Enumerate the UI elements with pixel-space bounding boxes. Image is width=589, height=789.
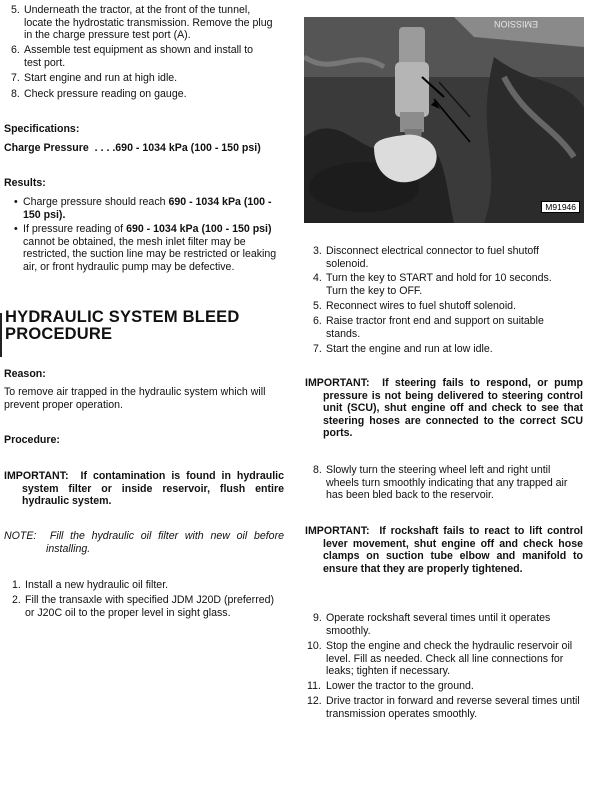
step-text: Disconnect electrical connector to fuel shutoff solenoid. bbox=[326, 245, 539, 270]
step-text: Stop the engine and check the hydraulic reservoir oil level. Fill as needed. Check all line connections for leaks; tighten if necessary. bbox=[326, 640, 573, 678]
important-note-contamination: IMPORTANT: If contamination is found in hydraulic system filter or inside reservoir, flush entire hydraulic system. bbox=[4, 470, 284, 508]
important-note-steering: IMPORTANT: If steering fails to respond, or pump pressure is not being delivered to steering control unit (SCU), shut engine off and check to see that steering hoses are connected to the correct SCU ports. bbox=[305, 377, 583, 440]
step-number: 2. bbox=[12, 594, 21, 606]
step-number: 6. bbox=[11, 44, 20, 56]
step-text: Underneath the tractor, at the front of the tunnel, locate the hydrostatic transmission. Remove the plug in the charge pressure test port (A). bbox=[24, 4, 273, 42]
step-number: 8. bbox=[11, 88, 20, 100]
step-text: Reconnect wires to fuel shutoff solenoid. bbox=[326, 300, 517, 312]
step-5-reconnect bbox=[313, 300, 575, 313]
step-number: 4. bbox=[313, 272, 322, 284]
section-title-line-1: HYDRAULIC SYSTEM BLEED bbox=[5, 308, 240, 326]
result-item: • Charge pressure should reach 690 - 1034 kPa (100 - 150 psi). bbox=[14, 196, 272, 221]
step-11 bbox=[307, 680, 581, 693]
step-1 bbox=[12, 579, 277, 592]
step-number: 8. bbox=[313, 464, 322, 476]
step-text: Raise tractor front end and support on suitable stands. bbox=[326, 315, 544, 340]
photo-illustration bbox=[304, 17, 584, 223]
fuel-shutoff-solenoid-photo bbox=[304, 17, 584, 223]
step-6 bbox=[11, 44, 273, 69]
step-12 bbox=[307, 695, 581, 720]
step-text: Install a new hydraulic oil filter. bbox=[25, 579, 169, 591]
step-text: Lower the tractor to the ground. bbox=[326, 680, 474, 692]
charge-pressure-spec: Charge Pressure . . . .690 - 1034 kPa (100 - 150 psi) bbox=[4, 142, 261, 154]
note-oil-filter: NOTE: Fill the hydraulic oil filter with new oil before installing. bbox=[4, 530, 284, 555]
step-8-steering bbox=[313, 464, 575, 502]
step-text: Operate rockshaft several times until it operates smoothly. bbox=[326, 612, 551, 637]
important-note-rockshaft: IMPORTANT: If rockshaft fails to react to lift control lever movement, shut engine off and check hose clamps on suction tube elbow and manifold to ensure that they are properly tightened. bbox=[305, 525, 583, 575]
step-2 bbox=[12, 594, 277, 619]
specifications-heading: Specifications: bbox=[4, 123, 80, 135]
step-number: 1. bbox=[12, 579, 21, 591]
step-text: Fill the transaxle with specified JDM J20D (preferred) or J20C oil to the proper level in sight glass. bbox=[25, 594, 275, 619]
step-number: 10. bbox=[307, 640, 322, 652]
step-number: 7. bbox=[11, 72, 20, 84]
step-text: Check pressure reading on gauge. bbox=[24, 88, 187, 100]
step-7-start bbox=[313, 343, 575, 356]
step-number: 12. bbox=[307, 695, 322, 707]
result-item: • If pressure reading of 690 - 1034 kPa (100 - 150 psi) cannot be obtained, the mesh inlet filter may be restricted, the suction line may be restricted or leaking air, or front hydraulic pump may be defective. bbox=[14, 223, 277, 273]
reason-text: To remove air trapped in the hydraulic system which will prevent proper operation. bbox=[4, 386, 266, 411]
step-3 bbox=[313, 245, 575, 270]
step-10 bbox=[307, 640, 581, 678]
step-text: Start engine and run at high idle. bbox=[24, 72, 178, 84]
section-marker-bar bbox=[0, 313, 2, 357]
figure-id: M91946 bbox=[541, 201, 580, 213]
section-title-line-2: PROCEDURE bbox=[5, 325, 113, 343]
step-text: Assemble test equipment as shown and install to test port. bbox=[24, 44, 254, 69]
results-heading: Results: bbox=[4, 177, 46, 189]
step-4 bbox=[313, 272, 575, 297]
step-number: 11. bbox=[307, 680, 321, 692]
step-text: Turn the key to START and hold for 10 seconds. Turn the key to OFF. bbox=[326, 272, 552, 297]
step-text: Slowly turn the steering wheel left and right until wheels turn smoothly indicating that any trapped air has been bled back to the reservoir. bbox=[326, 464, 568, 502]
step-8 bbox=[11, 88, 273, 101]
step-text: Drive tractor in forward and reverse several times until transmission operates smoothly. bbox=[326, 695, 580, 720]
reason-heading: Reason: bbox=[4, 368, 46, 380]
step-number: 6. bbox=[313, 315, 322, 327]
bullet: • bbox=[14, 223, 18, 235]
step-text: Start the engine and run at low idle. bbox=[326, 343, 493, 355]
step-number: 7. bbox=[313, 343, 322, 355]
bullet: • bbox=[14, 196, 18, 208]
photo-decal-text: EMISSION bbox=[494, 19, 539, 29]
step-9 bbox=[313, 612, 581, 637]
procedure-heading: Procedure: bbox=[4, 434, 60, 446]
step-6-raise bbox=[313, 315, 575, 340]
step-7 bbox=[11, 72, 273, 85]
step-number: 5. bbox=[11, 4, 20, 16]
step-5 bbox=[11, 4, 273, 42]
step-number: 3. bbox=[313, 245, 322, 257]
step-number: 9. bbox=[313, 612, 322, 624]
step-number: 5. bbox=[313, 300, 322, 312]
